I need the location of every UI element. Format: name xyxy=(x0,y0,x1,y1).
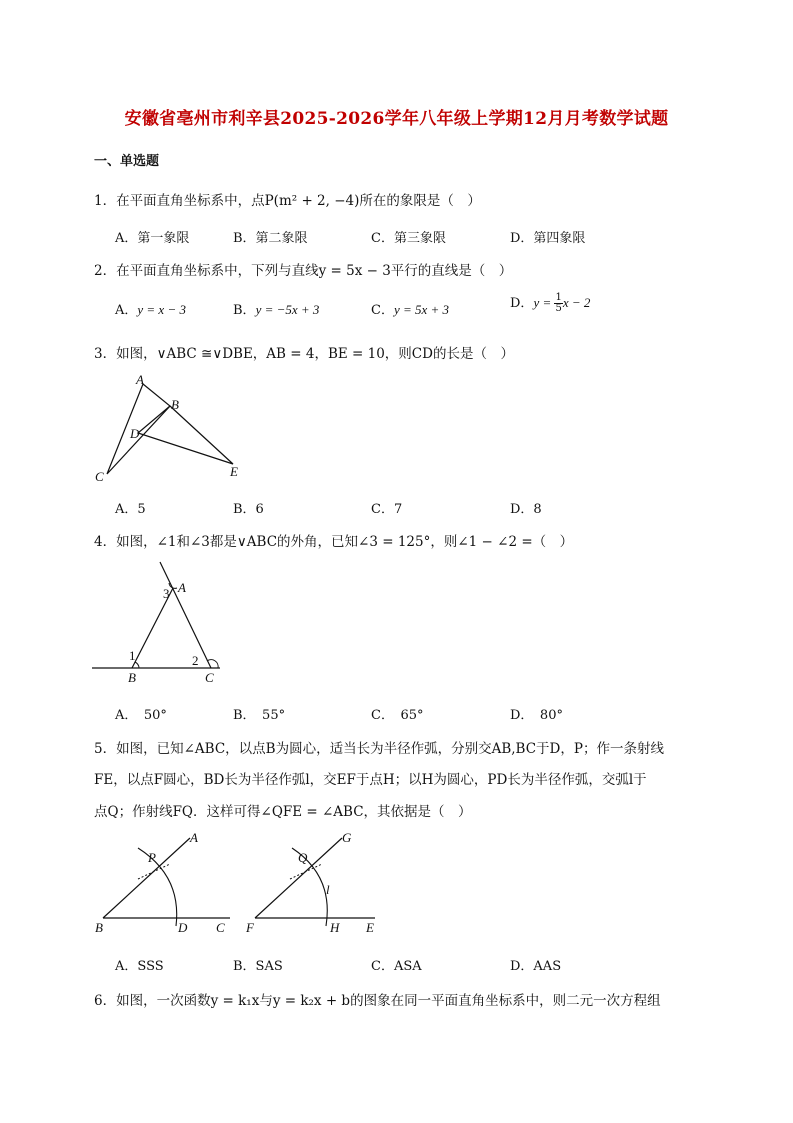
page-title: 安徽省亳州市利辛县2025-2026学年八年级上学期12月月考数学试题 xyxy=(124,109,669,129)
q5-label-f: F xyxy=(246,920,254,935)
q3-label-d: D xyxy=(130,426,140,441)
q5-option-a: A．SSS xyxy=(115,959,164,974)
q2-option-c: C．y = 5x + 3 xyxy=(371,302,450,318)
q2-option-a: A．y = x − 3 xyxy=(115,302,186,318)
q3-label-a: A xyxy=(136,372,144,387)
q3-label-b: B xyxy=(171,397,179,412)
q4-label-2: 2 xyxy=(192,653,199,668)
q2-option-d: D．y = $\frac{1}{5}$ x − 2 xyxy=(510,292,591,314)
q4-option-b: B． 55° xyxy=(233,708,286,723)
question-3: 3．如图，∨ABC ≅∨DBE，AB = 4，BE = 10，则CD的长是（ ） xyxy=(94,346,514,362)
question-5-line-3: 点Q；作射线FQ．这样可得∠QFE = ∠ABC，其依据是（ ） xyxy=(94,804,472,820)
q5-label-e: E xyxy=(366,920,374,935)
q1-option-d: D．第四象限 xyxy=(510,231,586,246)
q5-label-a: A xyxy=(190,830,198,845)
q3-option-d: D．8 xyxy=(510,502,542,517)
q1-option-a: A．第一象限 xyxy=(115,231,190,246)
q5-option-b: B．SAS xyxy=(233,959,283,974)
q4-option-c: C． 65° xyxy=(371,708,424,723)
q1-option-b: B．第二象限 xyxy=(233,231,308,246)
q5-label-h: H xyxy=(330,920,340,935)
q4-label-3: 3 xyxy=(163,586,170,601)
q4-label-c: C xyxy=(205,670,214,685)
q4-triangle-figure xyxy=(90,558,230,688)
q5-label-q: Q xyxy=(298,850,308,865)
q3-label-e: E xyxy=(230,464,238,479)
q5-label-d: D xyxy=(178,920,188,935)
q1-option-c: C．第三象限 xyxy=(371,231,446,246)
question-1: 1．在平面直角坐标系中，点P(m² + 2, −4)所在的象限是（ ） xyxy=(94,193,481,209)
fraction-one-fifth: $\frac{1}{5}$ xyxy=(555,292,562,314)
q3-option-b: B．6 xyxy=(233,502,264,517)
question-2: 2．在平面直角坐标系中，下列与直线y = 5x − 3平行的直线是（ ） xyxy=(94,263,513,279)
q4-option-a: A． 50° xyxy=(115,708,167,723)
question-5-line-1: 5．如图，已知∠ABC，以点B为圆心，适当长为半径作弧，分别交AB,BC于D，P；作一条射线 xyxy=(94,741,664,757)
q5-option-d: D．AAS xyxy=(510,959,562,974)
q4-label-1: 1 xyxy=(129,648,136,663)
q3-option-c: C．7 xyxy=(371,502,403,517)
q3-label-c: C xyxy=(95,469,104,484)
question-4: 4．如图，∠1和∠3都是∨ABC的外角，已知∠3 = 125°，则∠1 − ∠2 =（ ） xyxy=(94,534,574,550)
q2-option-b: B．y = −5x + 3 xyxy=(233,302,320,318)
section-heading: 一、单选题 xyxy=(94,154,160,169)
q5-label-p: P xyxy=(148,850,156,865)
q5-label-l: l xyxy=(326,882,330,897)
q5-label-c: C xyxy=(216,920,225,935)
q4-option-d: D． 80° xyxy=(510,708,563,723)
q5-label-g: G xyxy=(342,830,352,845)
q4-label-b: B xyxy=(128,670,136,685)
q3-option-a: A．5 xyxy=(115,502,146,517)
q5-label-b: B xyxy=(95,920,103,935)
q3-triangle-figure xyxy=(90,368,260,488)
question-6: 6．如图，一次函数y = k₁x与y = k₂x + b的图象在同一平面直角坐标系中，则二元一次方程组 xyxy=(94,993,661,1009)
q4-label-a: A xyxy=(178,580,186,595)
q5-construction-figure xyxy=(90,826,390,941)
q5-option-c: C．ASA xyxy=(371,959,422,974)
question-5-line-2: FE，以点F圆心，BD长为半径作弧l，交EF于点H；以H为圆心，PD长为半径作弧，交弧l于 xyxy=(94,772,647,788)
